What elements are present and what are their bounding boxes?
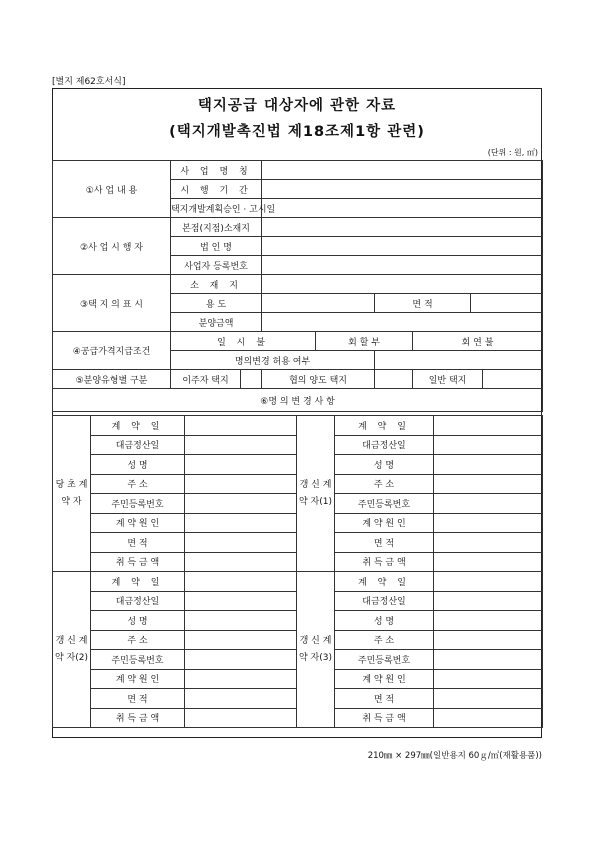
renewed3-acquisition-label: 취 득 금 액 [335, 708, 434, 728]
renewed2-reason-label: 계 약 원 인 [91, 669, 185, 689]
form-title: 택지공급 대상자에 관한 자료 [197, 98, 397, 114]
renewed3-balance-date-label: 대금정산일 [335, 591, 434, 611]
hq-address-field[interactable] [262, 218, 543, 237]
land-row-1 [53, 275, 543, 294]
sale-amount-field[interactable] [262, 313, 543, 332]
original-area-field[interactable] [185, 533, 297, 553]
original-address-label: 주 소 [91, 474, 185, 494]
renewed1-acquisition-field[interactable] [434, 552, 543, 572]
renewed3-resident-no-label: 주민등록번호 [335, 650, 434, 670]
renewed2-contract-date-label: 계 약 일 [91, 572, 185, 592]
corp-name-field[interactable] [262, 237, 543, 256]
original-acquisition-label: 취 득 금 액 [91, 552, 185, 572]
lump-sum-label: 일 시 불 [171, 332, 316, 351]
renewed2-area-field[interactable] [185, 689, 297, 709]
renewed1-address-label: 주 소 [335, 474, 434, 494]
renewed3-contract-date-field[interactable] [434, 572, 543, 592]
original-reason-label: 계 약 원 인 [91, 513, 185, 533]
operator-label: ②사 업 시 행 자 [53, 218, 171, 275]
business-label: ①사 업 내 용 [53, 161, 171, 218]
renewed1-area-label: 면 적 [335, 533, 434, 553]
renewed2-balance-date-field[interactable] [185, 591, 297, 611]
renewed2-name-label: 성 명 [91, 611, 185, 631]
changes-header: ⑥명 의 변 경 사 항 [53, 389, 543, 412]
relocation-land-field[interactable] [241, 370, 262, 389]
business-period-field[interactable] [262, 180, 543, 199]
business-name-field[interactable] [262, 161, 543, 180]
negotiated-land-label: 협의 양도 택지 [262, 370, 375, 389]
changes-header-row [53, 389, 543, 412]
renewed2-address-label: 주 소 [91, 630, 185, 650]
business-reg-field[interactable] [262, 256, 543, 275]
transfer-allowed-label: 명의변경 허용 여부 [171, 351, 375, 370]
payment-label: ④공급가격지급조건 [53, 332, 171, 370]
renewed1-contract-date-field[interactable] [434, 416, 543, 436]
deferred-label: 회 연 불 [413, 332, 543, 351]
relocation-land-label: 이주자 택지 [171, 370, 241, 389]
original-contractor-label: 당 초 계 약 자 [53, 416, 91, 572]
renewed1-name-field[interactable] [434, 455, 543, 475]
renewed3-name-field[interactable] [434, 611, 543, 631]
original-balance-date-label: 대금정산일 [91, 435, 185, 455]
renewed1-address-field[interactable] [434, 474, 543, 494]
renewed1-name-label: 성 명 [335, 455, 434, 475]
original-name-label: 성 명 [91, 455, 185, 475]
renewed3-name-label: 성 명 [335, 611, 434, 631]
original-acquisition-field[interactable] [185, 552, 297, 572]
negotiated-land-field[interactable] [375, 370, 413, 389]
paper-spec-footer: 210㎜ × 297㎜(일반용지 60ｇ/㎡(재활용품)) [367, 751, 542, 761]
installment-label: 회 할 부 [316, 332, 413, 351]
sale-type-row [53, 370, 543, 389]
land-location-label: 소 재 지 [171, 275, 262, 294]
renewed3-contractor-label: 갱 신 계 약 자(3) [297, 572, 335, 728]
renewed1-contract-date-label: 계 약 일 [335, 416, 434, 436]
renewed3-resident-no-field[interactable] [434, 650, 543, 670]
renewed2-acquisition-label: 취 득 금 액 [91, 708, 185, 728]
renewed2-contractor-label: 갱 신 계 약 자(2) [53, 572, 91, 728]
payment-row-1 [53, 332, 543, 351]
renewed2-area-label: 면 적 [91, 689, 185, 709]
hq-address-label: 본점(지점)소재지 [171, 218, 262, 237]
renewed1-balance-date-field[interactable] [434, 435, 543, 455]
original-reason-field[interactable] [185, 513, 297, 533]
renewed3-area-field[interactable] [434, 689, 543, 709]
renewed1-area-field[interactable] [434, 533, 543, 553]
renewed3-acquisition-field[interactable] [434, 708, 543, 728]
renewed3-reason-field[interactable] [434, 669, 543, 689]
general-land-field[interactable] [483, 370, 543, 389]
renewed2-resident-no-label: 주민등록번호 [91, 650, 185, 670]
form-frame [52, 88, 542, 738]
transfer-allowed-field[interactable] [375, 351, 543, 370]
renewed1-reason-label: 계 약 원 인 [335, 513, 434, 533]
business-name-label: 사 업 명 칭 [171, 161, 262, 180]
renewed2-balance-date-label: 대금정산일 [91, 591, 185, 611]
renewed3-reason-label: 계 약 원 인 [335, 669, 434, 689]
approval-date-label: 택지개발계획승인 · 고시일 [171, 199, 262, 218]
original-area-label: 면 적 [91, 533, 185, 553]
original-resident-no-field[interactable] [185, 494, 297, 514]
operator-row-1 [53, 218, 543, 237]
original-contract-date-field[interactable] [185, 416, 297, 436]
general-land-label: 일반 택지 [413, 370, 483, 389]
land-label: ③택 지 의 표 시 [53, 275, 171, 332]
renewed2-resident-no-field[interactable] [185, 650, 297, 670]
business-row-1 [53, 161, 543, 180]
original-contract-date-label: 계 약 일 [91, 416, 185, 436]
renewed2-address-field[interactable] [185, 630, 297, 650]
land-location-field[interactable] [262, 275, 543, 294]
original-resident-no-label: 주민등록번호 [91, 494, 185, 514]
renewed1-contractor-label: 갱 신 계 약 자(1) [297, 416, 335, 572]
land-use-label: 용 도 [171, 294, 262, 313]
info-table [52, 160, 543, 412]
original-address-field[interactable] [185, 474, 297, 494]
renewed1-resident-no-label: 주민등록번호 [335, 494, 434, 514]
renewed2-reason-field[interactable] [185, 669, 297, 689]
sale-type-label: ⑤분양유형별 구분 [53, 370, 171, 389]
renewed2-name-field[interactable] [185, 611, 297, 631]
renewed3-contract-date-label: 계 약 일 [335, 572, 434, 592]
renewed1-acquisition-label: 취 득 금 액 [335, 552, 434, 572]
form-number: [별지 제62호서식] [52, 77, 126, 87]
land-use-field[interactable] [262, 294, 375, 313]
sale-amount-label: 분양금액 [171, 313, 262, 332]
business-period-label: 시 행 기 간 [171, 180, 262, 199]
renewed3-balance-date-field[interactable] [434, 591, 543, 611]
land-area-field[interactable] [471, 294, 543, 313]
renewed1-resident-no-field[interactable] [434, 494, 543, 514]
original-balance-date-field[interactable] [185, 435, 297, 455]
renewed3-area-label: 면 적 [335, 689, 434, 709]
approval-date-field[interactable] [262, 199, 543, 218]
unit-label: (단위 : 원, ㎡) [487, 148, 538, 157]
corp-name-label: 법 인 명 [171, 237, 262, 256]
renewed1-reason-field[interactable] [434, 513, 543, 533]
renewed3-address-label: 주 소 [335, 630, 434, 650]
renewed1-balance-date-label: 대금정산일 [335, 435, 434, 455]
renewed3-address-field[interactable] [434, 630, 543, 650]
contractor-table [52, 415, 543, 728]
renewed2-acquisition-field[interactable] [185, 708, 297, 728]
form-subtitle: (택지개발촉진법 제18조제1항 관련) [169, 124, 425, 140]
land-area-label: 면 적 [375, 294, 471, 313]
original-name-field[interactable] [185, 455, 297, 475]
renewed2-contract-date-field[interactable] [185, 572, 297, 592]
business-reg-label: 사업자 등록번호 [171, 256, 262, 275]
